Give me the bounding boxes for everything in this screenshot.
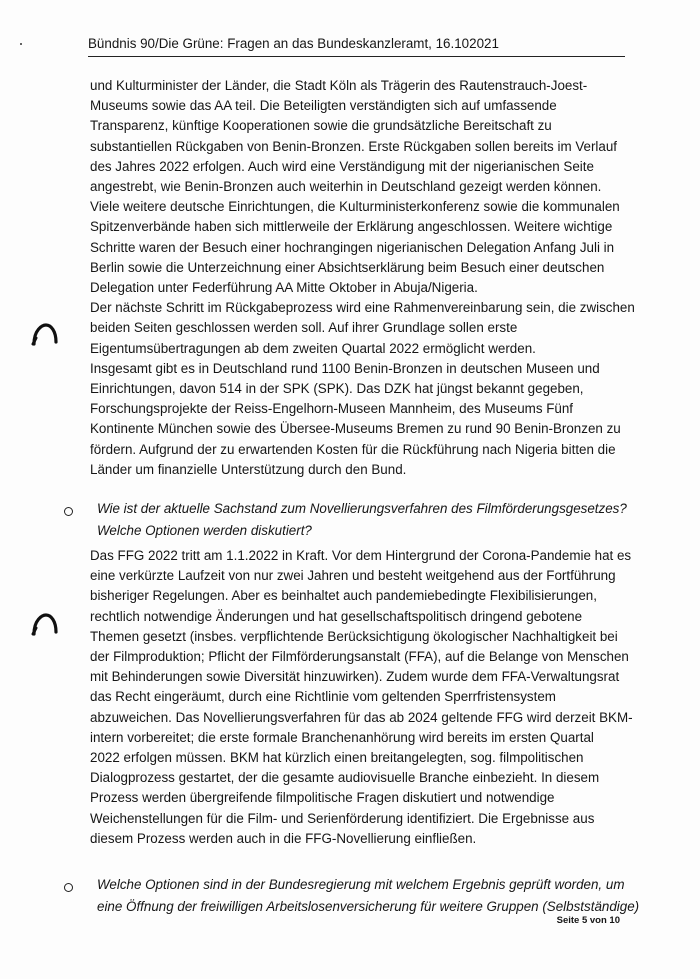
question-line: Welche Optionen sind in der Bundesregierung mit welchem Ergebnis geprüft worden, um <box>97 877 625 892</box>
paragraph-benin-bronzes <box>90 76 635 480</box>
question-bullet-icon <box>64 507 73 516</box>
text-line: Museums sowie das AA teil. Die Beteiligten verständigten sich auf umfassende <box>90 98 557 114</box>
page-header <box>88 34 625 57</box>
text-line: Forschungsprojekte der Reiss-Engelhorn-Museen Mannheim, des Museums Fünf <box>90 401 574 417</box>
text-line: Transparenz, künftige Kooperationen sowie die grundsätzliche Bereitschaft zu <box>90 118 552 134</box>
question-film-funding <box>97 498 637 541</box>
text-line: und Kulturminister der Länder, die Stadt Köln als Trägerin des Rautenstrauch-Joest- <box>90 78 588 93</box>
text-line: beiden Seiten geschlossen werden soll. Auf ihrer Grundlage sollen erste <box>90 320 518 336</box>
text-line: diesem Prozess werden auch in die FFG-Novellierung einfließen. <box>90 830 477 846</box>
text-line: Das FFG 2022 tritt am 1.1.2022 in Kraft. Vor dem Hintergrund der Corona-Pandemie hat es <box>90 548 632 563</box>
text-line: Schritte waren der Besuch einer hochrangingen nigerianischen Delegation Anfang Juli in <box>90 239 615 255</box>
text-line: Kontinente München sowie des Übersee-Museums Bremen zu rund 90 Benin-Bronzen zu <box>90 421 621 437</box>
margin-mark-icon <box>30 612 60 636</box>
text-line: Der nächste Schritt im Rückgabeprozess wird eine Rahmenvereinbarung sein, die zwischen <box>90 300 635 316</box>
question-line: eine Öffnung der freiwilligen Arbeitslosenversicherung für weitere Gruppen (Selbstständige) <box>97 898 640 914</box>
text-line: rechtlich notwendige Änderungen und hat gesellschaftspolitisch dringend gebotene <box>90 608 583 624</box>
text-line: Viele weitere deutsche Einrichtungen, die Kulturministerkonferenz sowie die kommunalen <box>90 199 620 215</box>
question-unemployment-insurance <box>97 874 640 917</box>
text-line: Insgesamt gibt es in Deutschland rund 1100 Benin-Bronzen in deutschen Museen und <box>90 360 600 376</box>
paragraph-ffg-answer <box>90 546 633 849</box>
text-line: des Jahres 2022 erfolgen. Auch wird eine Verständigung mit der nigerianischen Seite <box>90 158 594 174</box>
text-line: substantiellen Rückgaben von Benin-Bronzen. Erste Rückgaben sollen bereits im Verlauf <box>90 138 618 154</box>
text-line: Spitzenverbände haben sich mittlerweile der Erklärung angeschlossen. Weitere wichtige <box>90 219 613 235</box>
text-line: Prozess werden übergreifende filmpolitische Fragen diskutiert und notwendige <box>90 790 555 806</box>
scan-speck <box>20 43 22 45</box>
text-line: Länder um finanzielle Unterstützung durch den Bund. <box>90 461 407 477</box>
text-line: mit Behinderungen sowie Diversität hinzuwirken). Zudem wurde dem FFA-Verwaltungsrat <box>90 669 620 685</box>
text-line: Themen gesetzt (insbes. verpflichtende Berücksichtigung ökologischer Nachhaltigkeit bei <box>90 628 618 644</box>
question-line: Wie ist der aktuelle Sachstand zum Novellierungsverfahren des Filmförderungsgesetzes? <box>97 501 627 516</box>
header-title: Bündnis 90/Die Grüne: Fragen an das Bundeskanzleramt, 16.102021 <box>88 36 499 51</box>
text-line: Eigentumsübertragungen ab dem zweiten Quartal 2022 ermöglicht werden. <box>90 340 536 356</box>
question-bullet-icon <box>64 883 73 892</box>
text-line: Einrichtungen, davon 514 in der SPK (SPK). Das DZK hat jüngst bekannt gegeben, <box>90 381 584 397</box>
text-line: intern vorbereitet; die erste formale Branchenanhörung wird bereits im ersten Quartal <box>90 729 594 745</box>
question-line: Welche Optionen werden diskutiert? <box>97 522 312 538</box>
text-line: fördern. Aufgrund der zu erwartenden Kosten für die Rückführung nach Nigeria bitten die <box>90 441 616 457</box>
text-line: eine verkürzte Laufzeit von nur zwei Jahren und besteht weitgehend aus der Fortführung <box>90 568 616 584</box>
text-line: das Recht eingeräumt, durch eine Richtlinie vom geltenden Sperrfristensystem <box>90 689 556 705</box>
page-number: Seite 5 von 10 <box>556 915 620 926</box>
text-line: 2022 erfolgen müssen. BKM hat kürzlich einen breitangelegten, sog. filmpolitischen <box>90 750 584 766</box>
text-line: abzuweichen. Das Novellierungsverfahren für das ab 2024 geltende FFG wird derzeit BKM- <box>90 709 633 725</box>
text-line: bisheriger Regelungen. Aber es beinhaltet auch pandemiebedingte Flexibilisierungen, <box>90 588 597 604</box>
text-line: Dialogprozess gestartet, der die gesamte audiovisuelle Branche einbezieht. In diesem <box>90 770 600 786</box>
text-line: Delegation unter Federführung AA Mitte Oktober in Abuja/Nigeria. <box>90 280 478 296</box>
margin-mark-icon <box>30 322 60 346</box>
text-line: der Filmproduktion; Pflicht der Filmförderungsanstalt (FFA), auf die Belange von Menschen <box>90 649 629 665</box>
text-line: angestrebt, wie Benin-Bronzen auch weiterhin in Deutschland gezeigt werden können. <box>90 179 602 195</box>
text-line: Berlin sowie die Unterzeichnung einer Absichtserklärung beim Besuch einer deutschen <box>90 259 605 275</box>
text-line: Weichenstellungen für die Film- und Serienförderung identifiziert. Die Ergebnisse aus <box>90 810 595 826</box>
